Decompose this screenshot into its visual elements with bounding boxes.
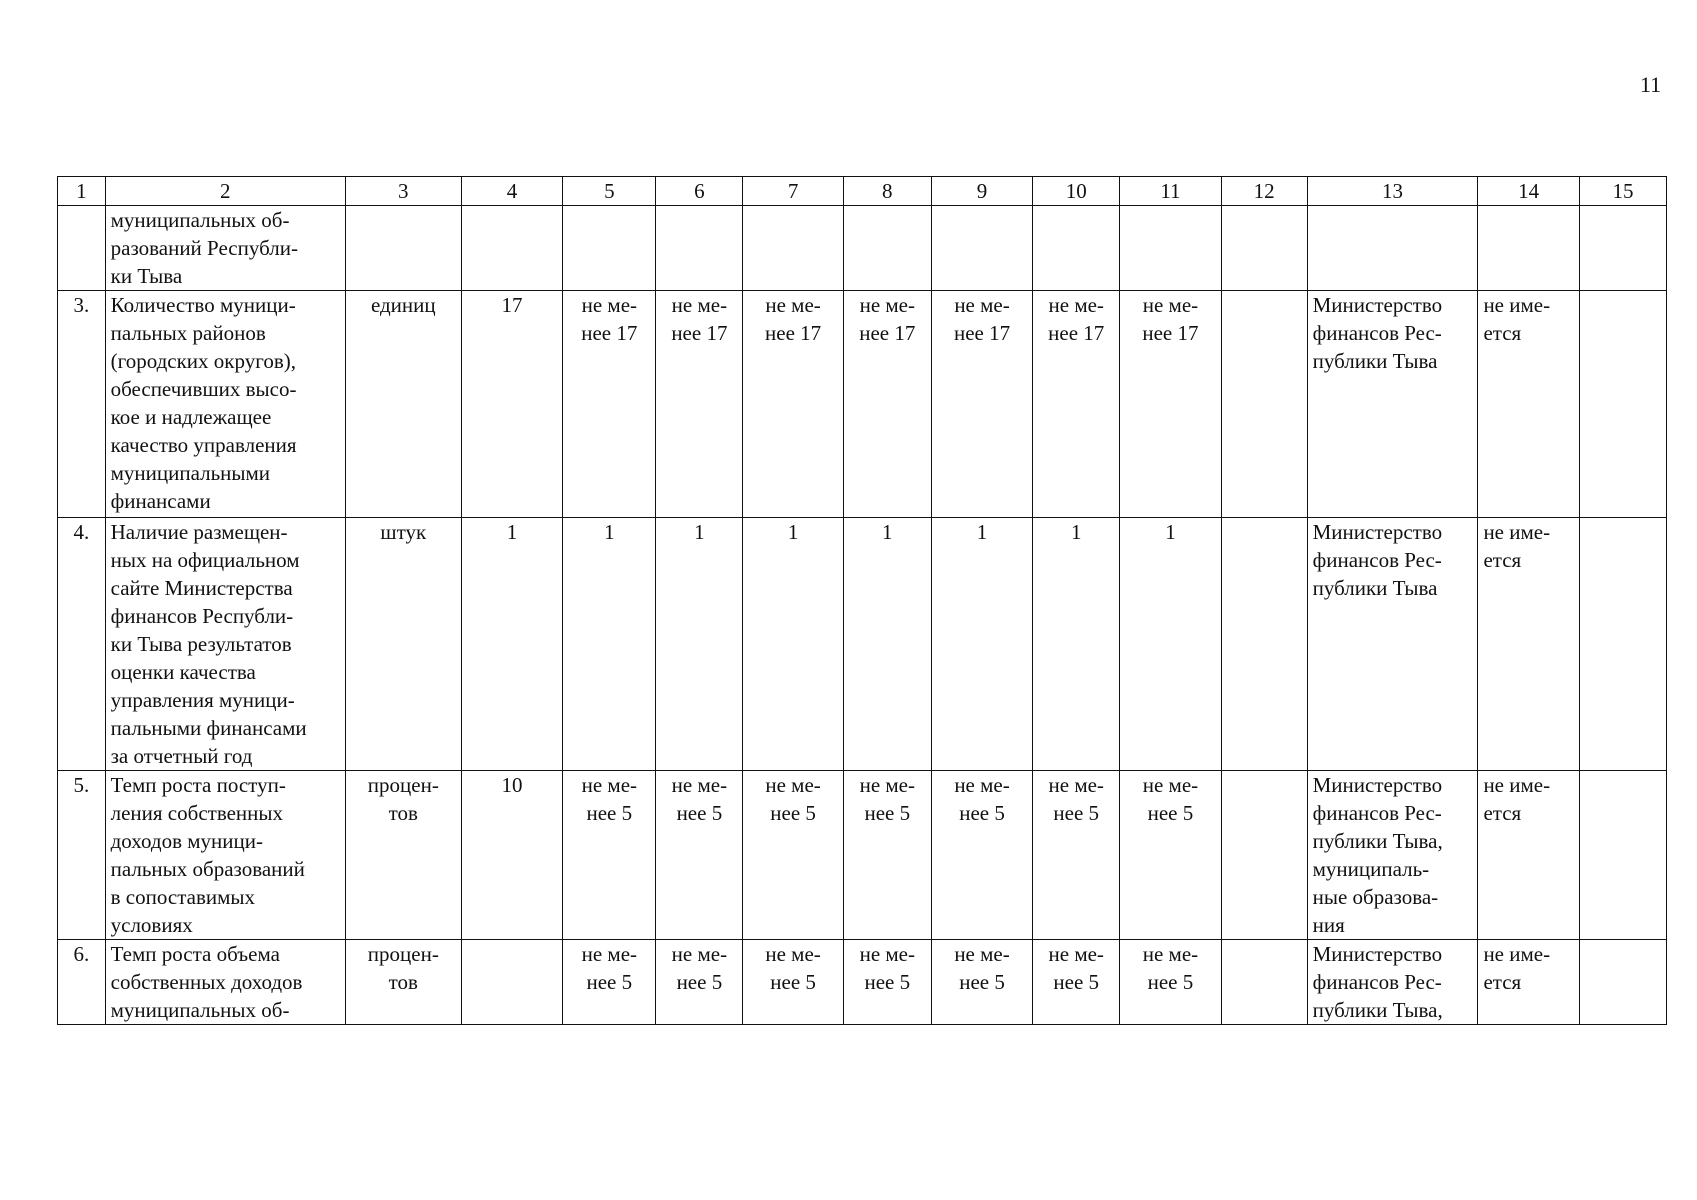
unit-cell: процен- тов [345, 771, 461, 940]
header-cell: 14 [1478, 177, 1579, 206]
unit-cell: штук [345, 518, 461, 771]
col14-cell [1478, 206, 1579, 291]
row-number: 6. [58, 940, 106, 1025]
header-cell: 10 [1033, 177, 1120, 206]
indicator-name: Наличие размещен- ных на официальном сайте Министерства финансов Республи- ки Тыва результатов оценки качества управления муници- пальными финансами за отчетный год [105, 518, 345, 771]
year-value-cell: не ме- нее 5 [931, 940, 1032, 1025]
header-cell: 7 [743, 177, 843, 206]
year-value-cell: не ме- нее 5 [563, 771, 656, 940]
col12-cell [1221, 206, 1307, 291]
base-value-cell [461, 206, 562, 291]
row-number: 3. [58, 291, 106, 518]
responsible-cell [1307, 206, 1478, 291]
col15-cell [1579, 771, 1666, 940]
indicator-name: муниципальных об- разований Республи- ки Тыва [105, 206, 345, 291]
responsible-cell: Министерство финансов Рес- публики Тыва [1307, 518, 1478, 771]
year-value-cell: не ме- нее 5 [656, 771, 743, 940]
col15-cell [1579, 518, 1666, 771]
year-value-cell: не ме- нее 5 [1033, 771, 1120, 940]
year-value-cell: 1 [1120, 518, 1221, 771]
table-row [58, 771, 1667, 940]
indicator-name: Темп роста поступ- ления собственных доходов муници- пальных образований в сопоставимых условиях [105, 771, 345, 940]
unit-cell [345, 206, 461, 291]
col14-cell: не име- ется [1478, 518, 1579, 771]
year-value-cell: не ме- нее 5 [843, 940, 931, 1025]
responsible-cell: Министерство финансов Рес- публики Тыва, [1307, 940, 1478, 1025]
col12-cell [1221, 518, 1307, 771]
year-value-cell [1033, 206, 1120, 291]
year-value-cell: 1 [843, 518, 931, 771]
year-value-cell [743, 206, 843, 291]
base-value-cell: 1 [461, 518, 562, 771]
col15-cell [1579, 206, 1666, 291]
table-row [58, 291, 1667, 518]
table-row [58, 206, 1667, 291]
header-cell: 6 [656, 177, 743, 206]
base-value-cell: 17 [461, 291, 562, 518]
page-number: 11 [1640, 72, 1662, 97]
indicators-table [57, 176, 1667, 1025]
year-value-cell: 1 [656, 518, 743, 771]
header-cell: 3 [345, 177, 461, 206]
header-cell: 12 [1221, 177, 1307, 206]
col12-cell [1221, 940, 1307, 1025]
table-row [58, 940, 1667, 1025]
year-value-cell: не ме- нее 5 [843, 771, 931, 940]
year-value-cell: не ме- нее 17 [931, 291, 1032, 518]
year-value-cell [563, 206, 656, 291]
col15-cell [1579, 940, 1666, 1025]
unit-cell: процен- тов [345, 940, 461, 1025]
year-value-cell: 1 [931, 518, 1032, 771]
header-cell: 13 [1307, 177, 1478, 206]
year-value-cell [656, 206, 743, 291]
year-value-cell: не ме- нее 5 [1120, 940, 1221, 1025]
year-value-cell: 1 [743, 518, 843, 771]
header-cell: 4 [461, 177, 562, 206]
year-value-cell: не ме- нее 17 [1120, 291, 1221, 518]
year-value-cell: не ме- нее 5 [656, 940, 743, 1025]
col14-cell: не име- ется [1478, 291, 1579, 518]
year-value-cell: 1 [563, 518, 656, 771]
year-value-cell: не ме- нее 5 [743, 940, 843, 1025]
table-header-row [58, 177, 1667, 206]
responsible-cell: Министерство финансов Рес- публики Тыва [1307, 291, 1478, 518]
header-cell: 1 [58, 177, 106, 206]
year-value-cell: не ме- нее 5 [1120, 771, 1221, 940]
year-value-cell: не ме- нее 17 [563, 291, 656, 518]
year-value-cell: 1 [1033, 518, 1120, 771]
year-value-cell: не ме- нее 17 [1033, 291, 1120, 518]
year-value-cell [931, 206, 1032, 291]
header-cell: 9 [931, 177, 1032, 206]
unit-cell: единиц [345, 291, 461, 518]
col14-cell: не име- ется [1478, 940, 1579, 1025]
header-cell: 2 [105, 177, 345, 206]
col15-cell [1579, 291, 1666, 518]
base-value-cell [461, 940, 562, 1025]
year-value-cell: не ме- нее 17 [843, 291, 931, 518]
col14-cell: не име- ется [1478, 771, 1579, 940]
year-value-cell [1120, 206, 1221, 291]
year-value-cell: не ме- нее 5 [1033, 940, 1120, 1025]
year-value-cell: не ме- нее 5 [931, 771, 1032, 940]
indicator-name: Количество муници- пальных районов (городских округов), обеспечивших высо- кое и надлежащее качество управления муниципальными финансами [105, 291, 345, 518]
year-value-cell: не ме- нее 5 [563, 940, 656, 1025]
row-number: 5. [58, 771, 106, 940]
row-number [58, 206, 106, 291]
header-cell: 11 [1120, 177, 1221, 206]
col12-cell [1221, 771, 1307, 940]
base-value-cell: 10 [461, 771, 562, 940]
year-value-cell: не ме- нее 17 [743, 291, 843, 518]
year-value-cell: не ме- нее 17 [656, 291, 743, 518]
header-cell: 15 [1579, 177, 1666, 206]
header-cell: 8 [843, 177, 931, 206]
header-cell: 5 [563, 177, 656, 206]
indicator-name: Темп роста объема собственных доходов муниципальных об- [105, 940, 345, 1025]
responsible-cell: Министерство финансов Рес- публики Тыва, муниципаль- ные образова- ния [1307, 771, 1478, 940]
year-value-cell: не ме- нее 5 [743, 771, 843, 940]
table-row [58, 518, 1667, 771]
row-number: 4. [58, 518, 106, 771]
col12-cell [1221, 291, 1307, 518]
year-value-cell [843, 206, 931, 291]
